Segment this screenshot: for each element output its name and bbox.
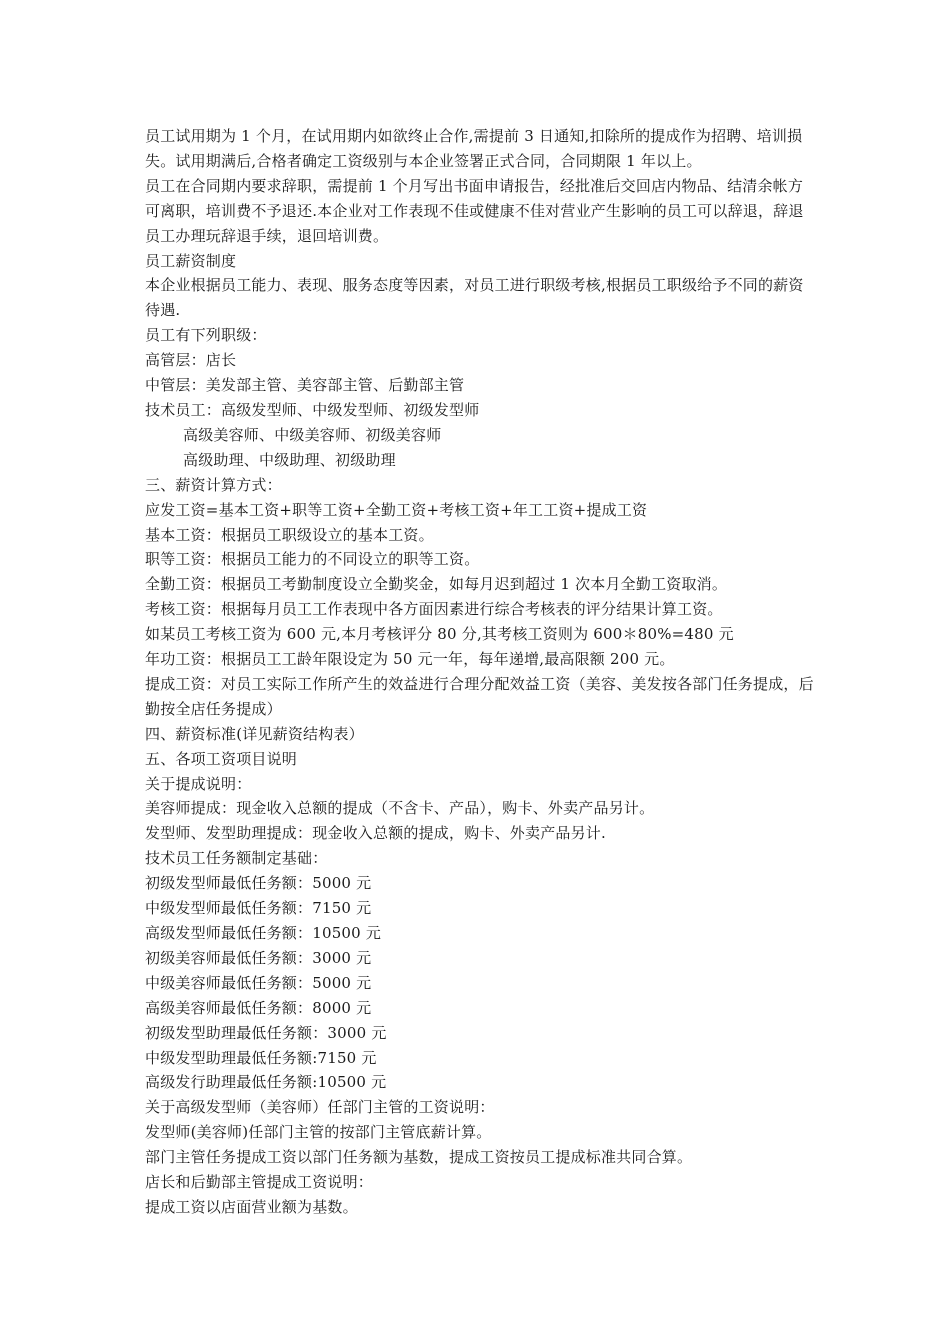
subheading-commission-notes: 关于提成说明： <box>145 774 252 793</box>
commission-beautician: 美容师提成：现金收入总额的提成（不含卡、产品），购卡、外卖产品另计。 <box>145 799 655 818</box>
level-beautician: 高级美容师、中级美容师、初级美容师 <box>183 425 442 444</box>
document-body <box>145 124 815 1220</box>
supervisor-commission: 部门主管任务提成工资以部门任务额为基数，提成工资按员工提成标准共同合算。 <box>145 1148 693 1167</box>
quota-junior-assistant: 初级发型助理最低任务额：3000 元 <box>145 1023 387 1042</box>
level-assistant: 高级助理、中级助理、初级助理 <box>183 450 396 469</box>
subheading-task-quota: 技术员工任务额制定基础： <box>145 849 328 868</box>
formula-gross-salary: 应发工资=基本工资+职等工资+全勤工资+考核工资+年工工资+提成工资 <box>145 500 648 519</box>
quota-senior-assistant: 高级发行助理最低任务额:10500 元 <box>145 1073 387 1092</box>
quota-mid-assistant: 中级发型助理最低任务额:7150 元 <box>145 1048 377 1067</box>
subheading-manager-commission: 店长和后勤部主管提成工资说明： <box>145 1173 374 1192</box>
item-seniority-salary: 年功工资：根据员工工龄年限设定为 50 元一年，每年递增,最高限额 200 元。 <box>145 650 675 669</box>
section-heading-item-notes: 五、各项工资项目说明 <box>145 749 298 768</box>
supervisor-base-salary: 发型师(美容师)任部门主管的按部门主管底薪计算。 <box>145 1123 492 1142</box>
paragraph-probation: 员工试用期为 1 个月，在试用期内如欲终止合作,需提前 3 日通知,扣除所的提成作为招聘、培训损失。试用期满后,合格者确定工资级别与本企业签署正式合同，合同期限 1 年以上。 <box>145 127 803 170</box>
item-assessment-salary: 考核工资：根据每月员工工作表现中各方面因素进行综合考核表的评分结果计算工资。 <box>145 600 723 619</box>
quota-mid-beautician: 中级美容师最低任务额：5000 元 <box>145 973 372 992</box>
paragraph-levels-intro: 员工有下列职级： <box>145 326 267 345</box>
item-base-salary: 基本工资：根据员工职级设立的基本工资。 <box>145 525 434 544</box>
quota-senior-stylist: 高级发型师最低任务额：10500 元 <box>145 924 382 942</box>
subheading-supervisor-salary: 关于高级发型师（美容师）任部门主管的工资说明： <box>145 1098 495 1117</box>
quota-senior-beautician: 高级美容师最低任务额：8000 元 <box>145 998 372 1017</box>
item-grade-salary: 职等工资：根据员工能力的不同设立的职等工资。 <box>145 550 480 569</box>
item-attendance-salary: 全勤工资：根据员工考勤制度设立全勤奖金，如每月迟到超过 1 次本月全勤工资取消。 <box>145 575 728 594</box>
level-technical-staff: 技术员工：高级发型师、中级发型师、初级发型师 <box>145 400 480 419</box>
commission-stylist: 发型师、发型助理提成：现金收入总额的提成，购卡、外卖产品另计. <box>145 824 606 843</box>
item-assessment-example: 如某员工考核工资为 600 元,本月考核评分 80 分,其考核工资则为 600＊80%=480 元 <box>145 625 734 644</box>
section-heading-calculation: 三、薪资计算方式： <box>145 475 282 494</box>
item-commission-salary: 提成工资：对员工实际工作所产生的效益进行合理分配效益工资（美容、美发按各部门任务提成，后勤按全店任务提成） <box>145 674 814 718</box>
manager-commission-basis: 提成工资以店面营业额为基数。 <box>145 1197 358 1216</box>
level-middle-management: 中管层：美发部主管、美容部主管、后勤部主管 <box>145 376 465 395</box>
quota-junior-stylist: 初级发型师最低任务额：5000 元 <box>145 874 372 893</box>
section-heading-salary-system: 员工薪资制度 <box>145 251 237 270</box>
level-senior-management: 高管层：店长 <box>145 351 237 370</box>
quota-junior-beautician: 初级美容师最低任务额：3000 元 <box>145 948 372 967</box>
paragraph-salary-basis: 本企业根据员工能力、表现、服务态度等因素，对员工进行职级考核,根据员工职级给予不同的薪资待遇. <box>145 276 804 320</box>
section-heading-salary-standard: 四、薪资标准(详见薪资结构表） <box>145 724 364 743</box>
quota-mid-stylist: 中级发型师最低任务额：7150 元 <box>145 899 372 918</box>
paragraph-resignation: 员工在合同期内要求辞职，需提前 1 个月写出书面申请报告，经批准后交回店内物品、结清余帐方可离职，培训费不予退还.本企业对工作表现不佳或健康不佳对营业产生影响的员工可以辞退，辞退员工办理玩辞退手续，退回培训费。 <box>145 176 804 245</box>
